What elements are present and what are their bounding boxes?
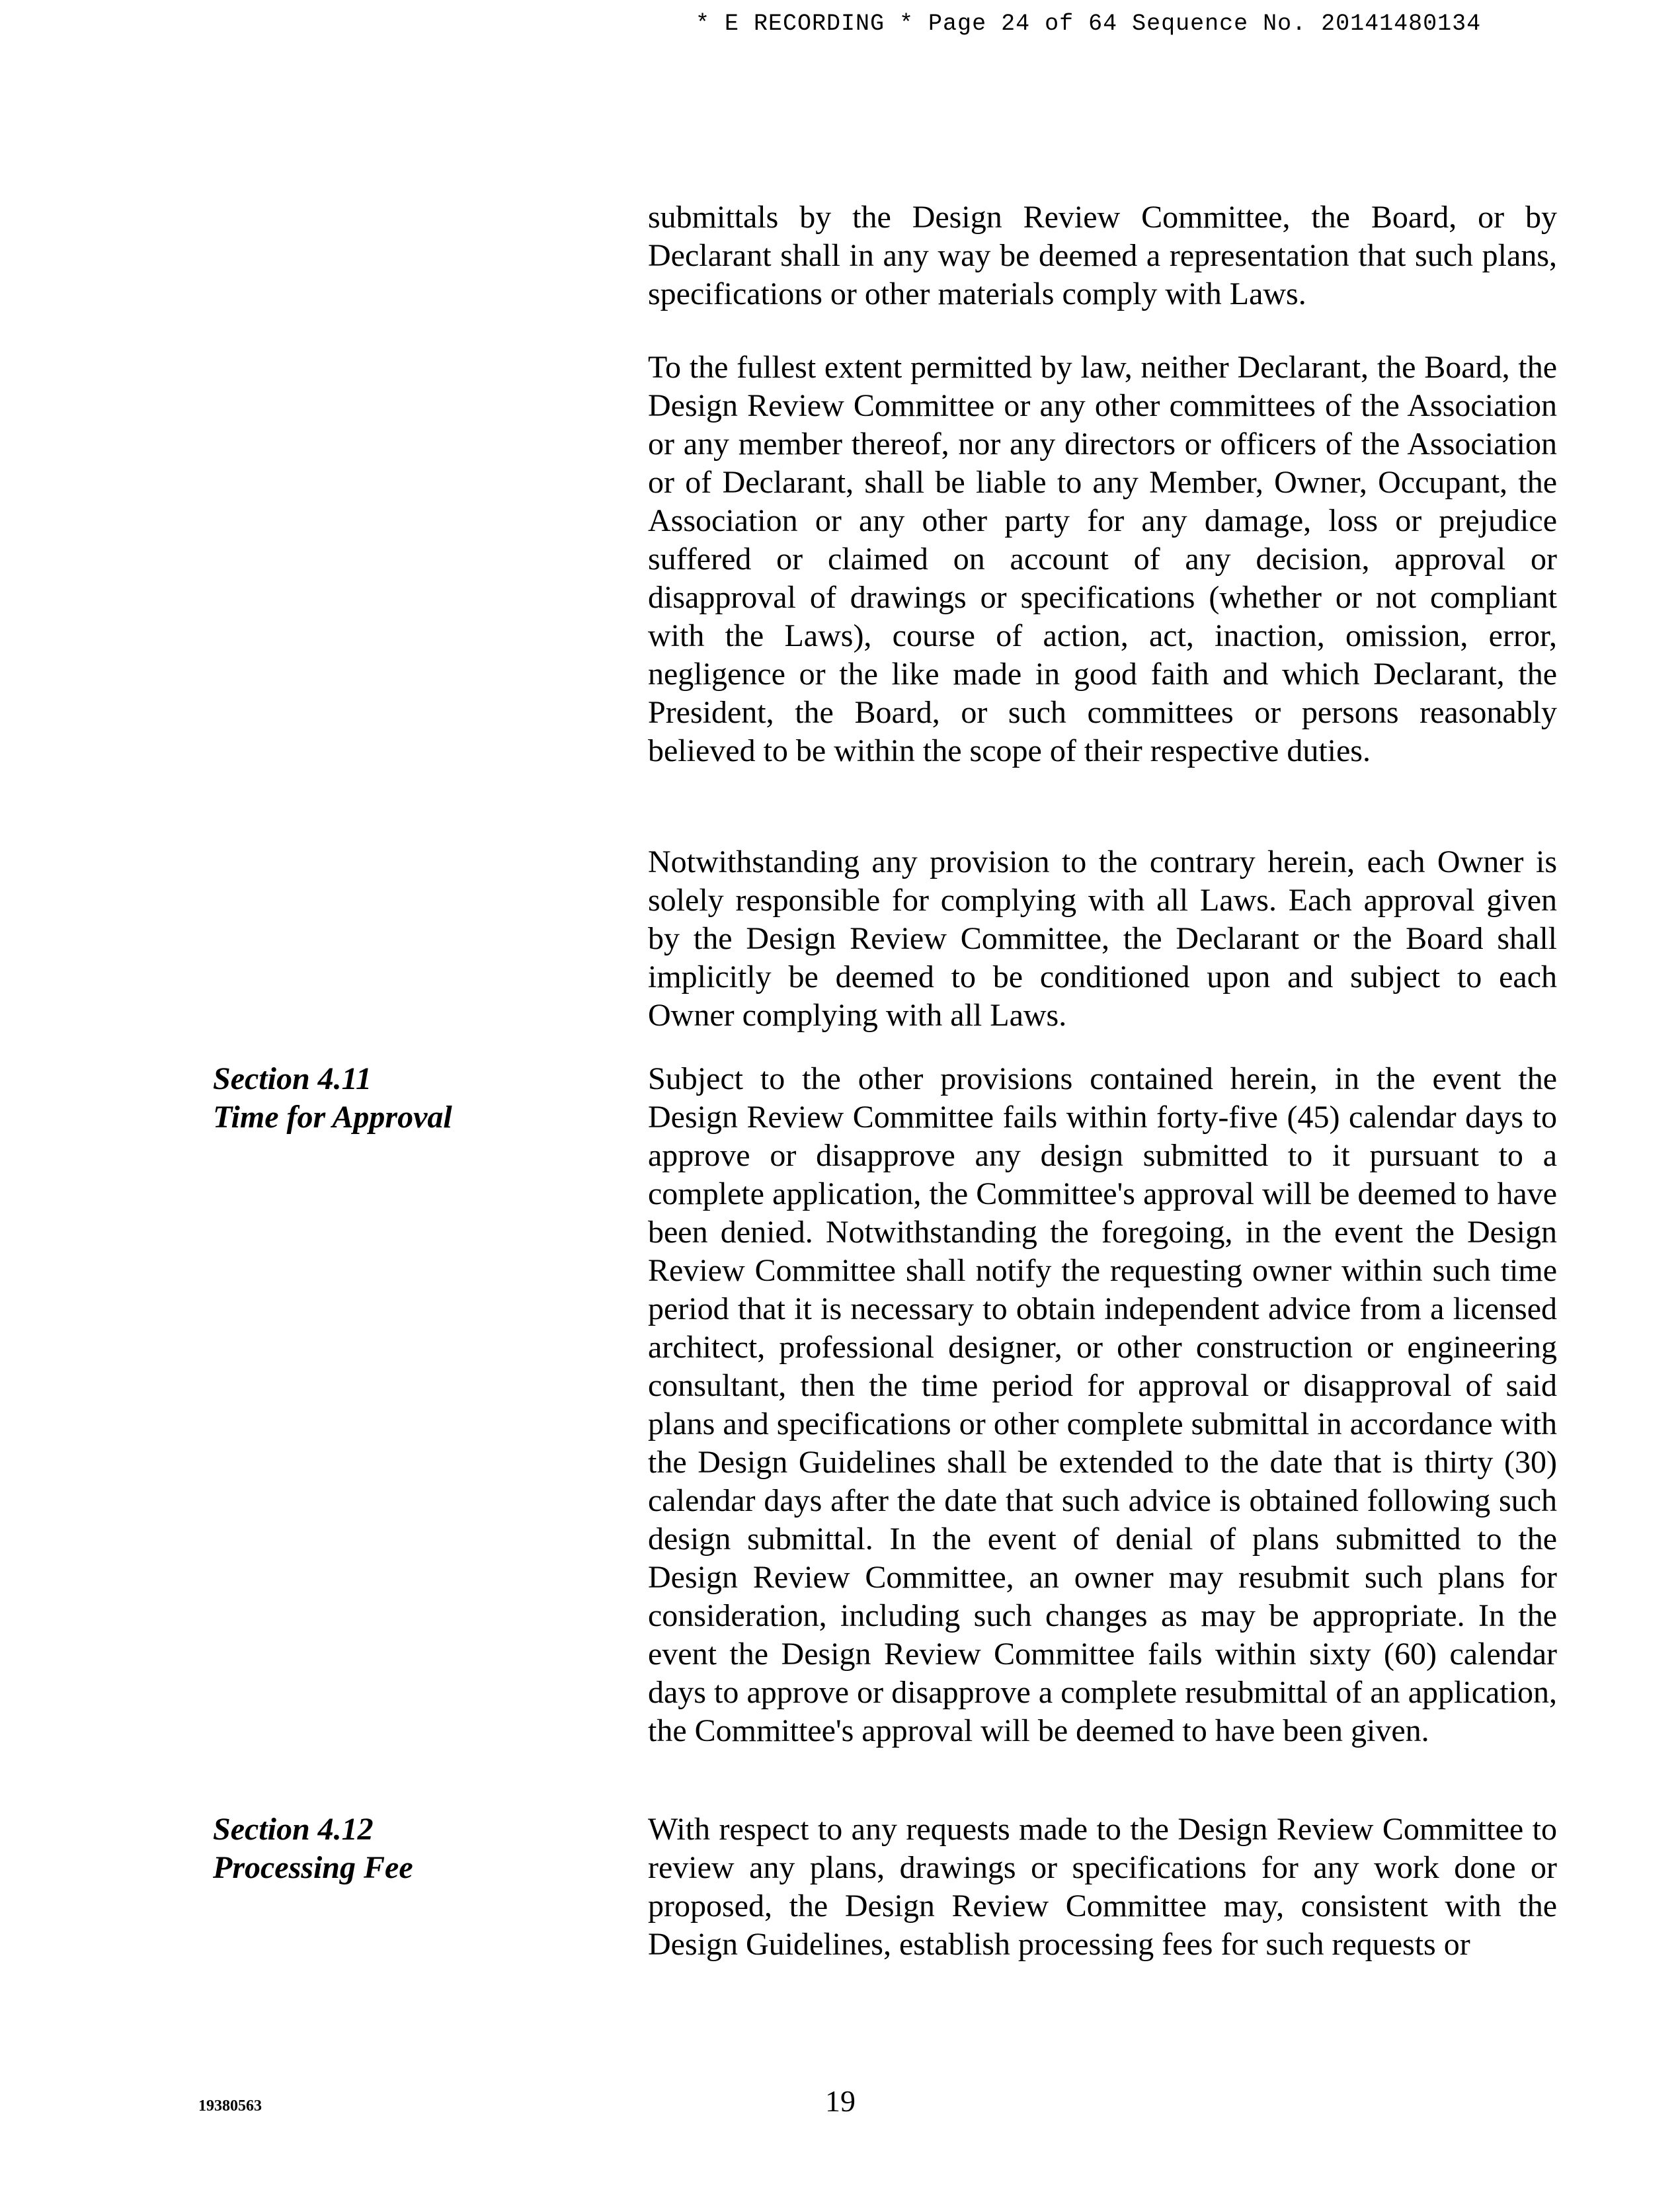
section-title: Time for Approval — [213, 1100, 452, 1135]
section-4-11-body — [648, 1060, 1557, 1750]
liability-paragraph-block — [648, 348, 1557, 770]
paragraph-submittals: submittals by the Design Review Committee, the Board, or by Declarant shall in any way be deemed a representation that such plans, specifications or other materials comply with Laws. — [648, 200, 1557, 311]
document-id: 19380563 — [198, 2097, 262, 2115]
compliance-paragraph-block — [648, 843, 1557, 1035]
section-4-11-text: Subject to the other provisions contained herein, in the event the Design Review Committee fails within forty-five (45) calendar days to approve or disapprove any design submitted to it pursuant to a complete application, the Committee's approval will be deemed to have been denied. Notwithstanding the foregoing, in the event the Design Review Committee shall notify the requesting owner within such time period that it is necessary to obtain independent advice from a licensed architect, professional designer, or other construction or engineering consultant, then the time period for approval or disapproval of said plans and specifications or other complete submittal in accordance with the Design Guidelines shall be extended to the date that is thirty (30) calendar days after the date that such advice is obtained following such design submittal. In the event of denial of plans submitted to the Design Review Committee, an owner may resubmit such plans for consideration, including such changes as may be appropriate. In the event the Design Review Committee fails within sixty (60) calendar days to approve or disapprove a complete resubmittal of an application, the Committee's approval will be deemed to have been given. — [648, 1061, 1557, 1748]
section-4-11-heading — [213, 1060, 452, 1137]
section-4-12-body — [648, 1810, 1557, 1964]
section-title: Processing Fee — [213, 1850, 413, 1885]
continuation-paragraph — [648, 198, 1557, 313]
section-number: Section 4.12 — [213, 1812, 374, 1847]
page-number: 19 — [825, 2084, 856, 2118]
section-4-12-heading — [213, 1810, 413, 1887]
paragraph-liability: To the fullest extent permitted by law, neither Declarant, the Board, the Design Review Committee or any other committees of the Association or any member thereof, nor any directors or officers of the Association or of Declarant, shall be liable to any Member, Owner, Occupant, the Association or any other party for any damage, loss or prejudice suffered or claimed on account of any decision, approval or disapproval of drawings or specifications (whether or not compliant with the Laws), course of action, act, inaction, omission, error, negligence or the like made in good faith and which Declarant, the President, the Board, or such committees or persons reasonably believed to be within the scope of their respective duties. — [648, 350, 1557, 768]
section-number: Section 4.11 — [213, 1061, 372, 1096]
paragraph-compliance: Notwithstanding any provision to the contrary herein, each Owner is solely responsible for complying with all Laws. Each approval given by the Design Review Committee, the Declarant or the Board shall implicitly be deemed to be conditioned upon and subject to each Owner complying with all Laws. — [648, 844, 1557, 1033]
section-4-12-text: With respect to any requests made to the Design Review Committee to review any plans, drawings or specifications for any work done or proposed, the Design Review Committee may, consistent with the Design Guidelines, establish processing fees for such requests or — [648, 1812, 1557, 1962]
recording-header: * E RECORDING * Page 24 of 64 Sequence No. 20141480134 — [696, 11, 1482, 37]
